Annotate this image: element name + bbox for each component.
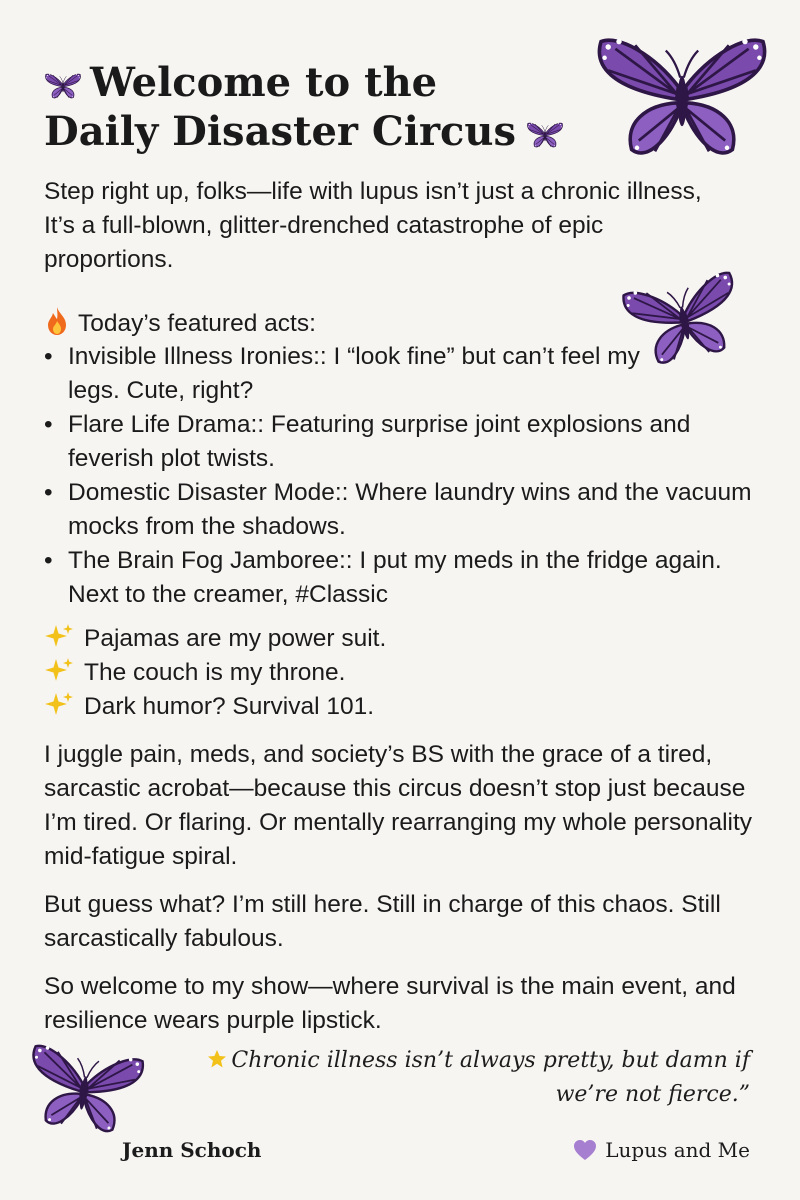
- sparkles-icon: [44, 657, 74, 683]
- featured-acts-heading: Today’s featured acts:: [44, 306, 316, 341]
- closing-quote: Chronic illness isn’t always pretty, but damn if we’re not fierce.”: [150, 1044, 750, 1112]
- list-item: Dark humor? Survival 101.: [44, 690, 386, 724]
- list-item: • Flare Life Drama:: Featuring surprise joint explosions and feverish plot twists.: [44, 408, 764, 476]
- sparkle-list: [44, 622, 386, 724]
- star-icon: [207, 1049, 227, 1069]
- butterfly-icon: [44, 71, 82, 101]
- butterfly-icon: [526, 120, 564, 150]
- list-item: • Domestic Disaster Mode:: Where laundry wins and the vacuum mocks from the shadows.: [44, 476, 764, 544]
- author-name: Jenn Schoch: [122, 1138, 262, 1162]
- fire-icon: [44, 306, 70, 336]
- list-item: The couch is my throne.: [44, 656, 386, 690]
- title-line-1: Welcome to the: [44, 58, 624, 107]
- intro-paragraph: Step right up, folks—life with lupus isn’t just a chronic illness, It’s a full-blown, glitter-drenched catastrophe of epic proportions.: [44, 178, 702, 273]
- body-paragraph: But guess what? I’m still here. Still in charge of this chaos. Still sarcastically fabulous.: [44, 891, 721, 952]
- body-paragraph: I juggle pain, meds, and society’s BS with the grace of a tired, sarcastic acrobat—because this circus doesn’t stop just because I’m tired. Or flaring. Or mentally rearranging my whole personality mid-fatigue spiral.: [44, 741, 753, 870]
- brand-signature: Lupus and Me: [573, 1138, 750, 1162]
- butterfly-illustration-bottom: [18, 1032, 151, 1148]
- body-paragraph: So welcome to my show—where survival is the main event, and resilience wears purple lipstick.: [44, 973, 736, 1034]
- sparkles-icon: [44, 691, 74, 717]
- sparkles-icon: [44, 623, 74, 649]
- list-item: • The Brain Fog Jamboree:: I put my meds in the fridge again. Next to the creamer, #Classic: [44, 544, 764, 612]
- butterfly-illustration-top: [592, 14, 772, 179]
- list-item: • Invisible Illness Ironies:: I “look fine” but can’t feel my legs. Cute, right?: [44, 340, 658, 408]
- featured-acts-list: [44, 340, 764, 612]
- page-title: [44, 58, 624, 156]
- title-line-2: Daily Disaster Circus: [44, 107, 624, 156]
- list-item: Pajamas are my power suit.: [44, 622, 386, 656]
- purple-heart-icon: [573, 1139, 597, 1161]
